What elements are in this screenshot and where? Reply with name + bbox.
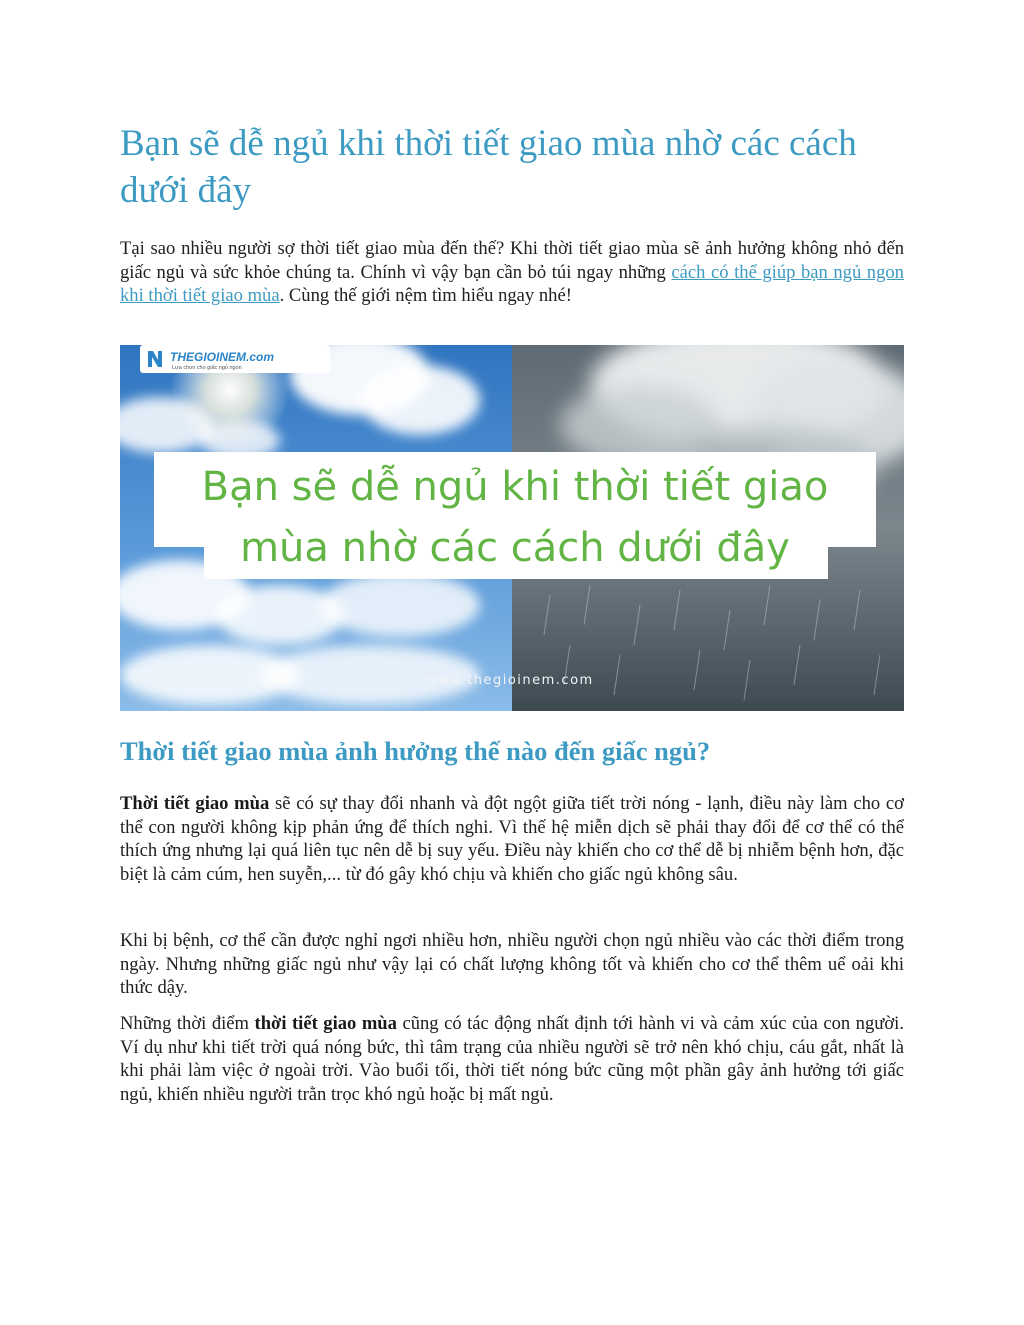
section-heading: Thời tiết giao mùa ảnh hưởng thế nào đến giấc ngủ? [120, 736, 711, 766]
body-paragraph-2: Khi bị bệnh, cơ thể cần được nghỉ ngơi nhiều hơn, nhiều người chọn ngủ nhiều vào các thời điểm trong ngày. Nhưng những giấc ngủ như vậy lại có chất lượng không tốt và khiến cho cơ thể thêm uể oải khi thức dậy. [120, 930, 904, 998]
bold-term: Thời tiết giao mùa [120, 793, 270, 814]
hero-headline-line1: Bạn sẽ dễ ngủ khi thời tiết giao [201, 464, 829, 510]
bold-term: thời tiết giao mùa [254, 1013, 397, 1034]
logo-badge [140, 345, 330, 373]
intro-text: Tại sao nhiều người sợ thời tiết giao mùa đến thế? Khi thời tiết giao mùa sẽ ảnh hưởng không nhỏ đến giấc ngủ và sức khỏe chúng ta. Chính vì vậy bạn cần bỏ túi ngay những [120, 238, 904, 283]
body-paragraph-3 [120, 1012, 904, 1106]
body-paragraph-1 [120, 792, 904, 886]
hero-headline-line2: mùa nhờ các cách dưới đây [240, 525, 790, 571]
logo-tagline: Lựa chọn cho giấc ngủ ngon [172, 365, 242, 371]
paragraph-text: sẽ có sự thay đổi nhanh và đột ngột giữa tiết trời nóng - lạnh, điều này làm cho cơ thể con người không kịp phản ứng để thích nghi. Vì thế hệ miễn dịch sẽ phải thay đổi để cơ thể có thể thích ứng nhưng lại quá liên tục nên dễ bị suy yếu. Điều này khiến cho cơ thể dễ bị nhiễm bệnh hơn, đặc biệt là cảm cúm, hen suyễn,... từ đó gây khó chịu và khiến cho giấc ngủ không sâu. [120, 793, 904, 885]
paragraph-text-start: Những thời điểm [120, 1013, 255, 1034]
logo-text: THEGIOINEM.com [170, 350, 275, 364]
hero-image [120, 345, 904, 711]
intro-paragraph [120, 237, 904, 308]
paragraph-text-end: cũng có tác động nhất định tới hành vi và cảm xúc của con người. Ví dụ như khi tiết trời quá nóng bức, thì tâm trạng của nhiều người sẽ trở nên khó chịu, cáu gắt, nhất là khi phải làm việc ở ngoài trời. Vào buổi tối, thời tiết nóng bức cũng một phần gây ảnh hưởng tới giấc ngủ, khiến nhiều người trằn trọc khó ngủ hoặc bị mất ngủ. [120, 1013, 904, 1105]
article-link[interactable]: cách có thể giúp bạn ngủ ngon khi thời tiết giao mùa [120, 261, 904, 306]
page-title: Bạn sẽ dễ ngủ khi thời tiết giao mùa nhờ các cách dưới đây [120, 123, 857, 211]
hero-website: www.thegioinem.com [426, 673, 594, 688]
intro-text-end: . Cùng thế giới nệm tìm hiểu ngay nhé! [279, 285, 572, 306]
